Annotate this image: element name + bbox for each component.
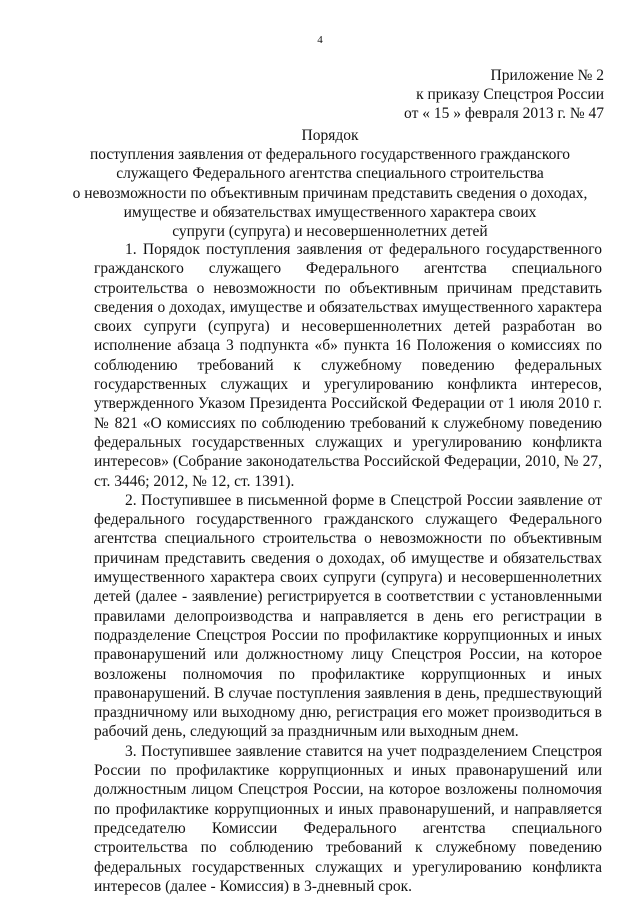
document-title <box>70 126 590 241</box>
document-body <box>94 240 602 896</box>
title-line: о невозможности по объективным причинам представить сведения о доходах, <box>72 184 588 202</box>
paragraph-2: 2. Поступившее в письменной форме в Спецстрой России заявление от федерального государственного гражданского служащего Федерального агентства специального строительства о невозможности по объективным причинам представить сведения о доходах, об имуществе и обязательствах имущественного характера своих супруги (супруга) и несовершеннолетних детей (далее - заявление) регистрируется в соответствии с установленными правилами делопроизводства и направляется в день его регистрации в подразделение Спецстроя России по профилактике коррупционных и иных правонарушений или должностному лицу Спецстроя России, на которое возложены полномочия по профилактике коррупционных и иных правонарушений. В случае поступления заявления в день, предшествующий праздничному или выходному дню, регистрация его может производиться в рабочий день, следующий за праздничным или выходным днем. <box>94 491 602 741</box>
title-line: служащего Федерального агентства специального строительства <box>116 165 544 183</box>
appendix-reference <box>404 66 604 123</box>
page-number: 4 <box>317 34 323 46</box>
title-heading: Порядок <box>301 127 359 144</box>
appendix-order-date: от « 15 » февраля 2013 г. № 47 <box>404 105 604 122</box>
paragraph-1: 1. Порядок поступления заявления от федерального государственного гражданского служащего Федерального агентства специального строительства о невозможности по объективным причинам представить сведения о доходах, имуществе и обязательствах имущественного характера своих супруги (супруга) и несовершеннолетних детей разработан во исполнение абзаца 3 подпункта «б» пункта 16 Положения о комиссиях по соблюдению требований к служебному поведению федеральных государственных служащих и урегулированию конфликта интересов, утвержденного Указом Президента Российской Федерации от 1 июля 2010 г. № 821 «О комиссиях по соблюдению требований к служебному поведению федеральных государственных служащих и урегулированию конфликта интересов» (Собрание законодательства Российской Федерации, 2010, № 27, ст. 3446; 2012, № 12, ст. 1391). <box>94 241 602 490</box>
appendix-order-reference: к приказу Спецстроя России <box>416 86 604 103</box>
title-line: имуществе и обязательствах имущественного характера своих <box>123 203 537 221</box>
appendix-number: Приложение № 2 <box>490 67 604 84</box>
paragraph-3: 3. Поступившее заявление ставится на учет подразделением Спецстроя России по профилактике коррупционных и иных правонарушений или должностным лицом Спецстроя России, на которое возложены полномочия по профилактике коррупционных и иных правонарушений, и направляется председателю Комиссии Федерального агентства специального строительства по соблюдению требований к служебному поведению федеральных государственных служащих и урегулированию конфликта интересов (далее - Комиссия) в 3-дневный срок. <box>94 742 602 895</box>
title-line: супруги (супруга) и несовершеннолетних детей <box>172 223 488 241</box>
title-line: поступления заявления от федерального государственного гражданского <box>89 146 571 164</box>
